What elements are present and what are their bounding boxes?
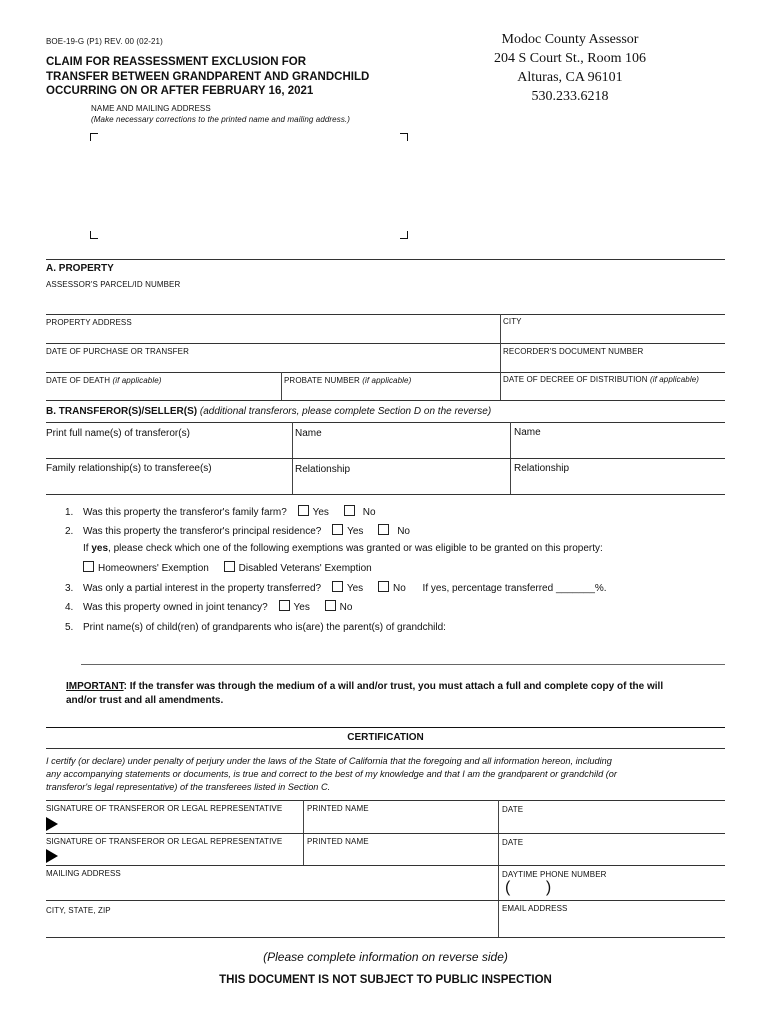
row-rule	[46, 343, 725, 344]
title-line-2: TRANSFER BETWEEN GRANDPARENT AND GRANDCHILD	[46, 70, 370, 83]
city-label[interactable]: CITY	[503, 317, 522, 326]
window-corner-tr	[400, 133, 408, 141]
certification-heading: CERTIFICATION	[347, 732, 424, 743]
q2-no-checkbox[interactable]	[378, 524, 389, 535]
sign-here-arrow-icon	[46, 817, 58, 831]
row-rule	[46, 494, 725, 495]
cert-rule	[46, 748, 725, 749]
percentage-field[interactable]: If yes, percentage transferred _______%.	[422, 583, 607, 594]
q2-yes-checkbox[interactable]	[332, 524, 343, 535]
window-corner-bl	[90, 231, 98, 239]
section-a-top-rule	[46, 259, 725, 260]
assessor-street: 204 S Court St., Room 106	[493, 51, 647, 66]
city-state-zip-label[interactable]: CITY, STATE, ZIP	[46, 906, 111, 915]
sig-bottom-rule	[46, 937, 725, 938]
row-rule	[46, 372, 725, 373]
mailing-address-label[interactable]: MAILING ADDRESS	[46, 869, 121, 878]
decree-label[interactable]: DATE OF DECREE OF DISTRIBUTION (if applicable)	[503, 375, 700, 384]
sign-here-arrow-icon	[46, 849, 58, 863]
important-notice: IMPORTANT: If the transfer was through the medium of a will and/or trust, you must attach a full and complete copy of the will and/or trust and all amendments.	[66, 681, 664, 706]
certification-text: I certify (or declare) under penalty of perjury under the laws of the State of California that the foregoing and all information hereon, including any accompanying statements or documents, is true and correct to the best of my knowledge and that I am the grandparent or grandchild (or transferor's legal representative) of the transferees listed in Section C.	[46, 756, 617, 792]
q1-no-checkbox[interactable]	[344, 505, 355, 516]
sig-rule	[46, 900, 725, 901]
printed-name-2-label[interactable]: PRINTED NAME	[307, 837, 369, 846]
sig-rule	[46, 833, 725, 834]
q1-yes-checkbox[interactable]	[298, 505, 309, 516]
assessor-name: Modoc County Assessor	[501, 32, 639, 47]
question-4: 4. Was this property owned in joint tenancy? Yes No	[65, 602, 353, 613]
q3-yes-checkbox[interactable]	[332, 581, 343, 592]
phone-area-code[interactable]: ( )	[505, 879, 552, 896]
assessor-phone: 530.233.6218	[531, 89, 609, 104]
section-a-heading: A. PROPERTY	[46, 263, 114, 274]
signature-2-label[interactable]: SIGNATURE OF TRANSFEROR OR LEGAL REPRESENTATIVE	[46, 837, 283, 846]
section-b-heading: B. TRANSFEROR(S)/SELLER(S) (additional transferors, please complete Section D on the reverse)	[46, 406, 492, 417]
veterans-checkbox[interactable]	[224, 561, 235, 572]
assessor-city: Alturas, CA 96101	[517, 70, 623, 85]
mailing-label: NAME AND MAILING ADDRESS	[91, 104, 211, 113]
assessor-block	[470, 30, 670, 106]
phone-label[interactable]: DAYTIME PHONE NUMBER	[502, 870, 607, 879]
mailing-note: (Make necessary corrections to the printed name and mailing address.)	[91, 115, 351, 124]
public-inspection-notice: THIS DOCUMENT IS NOT SUBJECT TO PUBLIC INSPECTION	[219, 974, 552, 986]
section-b-top-rule	[46, 400, 725, 401]
form-title	[46, 55, 369, 99]
family-relationship-label: Family relationship(s) to transferee(s)	[46, 463, 212, 474]
col-divider	[500, 314, 501, 343]
relationship-field-2[interactable]: Relationship	[514, 463, 570, 474]
col-divider	[500, 372, 501, 400]
row-rule	[46, 458, 725, 459]
name-field-1[interactable]: Name	[295, 428, 322, 439]
form-id: BOE-19-G (P1) REV. 00 (02-21)	[46, 37, 163, 46]
probate-label[interactable]: PROBATE NUMBER (if applicable)	[284, 376, 412, 385]
email-label[interactable]: EMAIL ADDRESS	[502, 904, 568, 913]
property-address-label[interactable]: PROPERTY ADDRESS	[46, 318, 132, 327]
recorder-number-label[interactable]: RECORDER'S DOCUMENT NUMBER	[503, 347, 644, 356]
col-divider	[281, 372, 282, 400]
reverse-side-note: (Please complete information on reverse side)	[263, 950, 508, 964]
col-divider	[500, 343, 501, 372]
question-3: 3. Was only a partial interest in the property transferred? Yes No If yes, percentage transferred _______%.	[65, 583, 607, 594]
col-divider	[498, 800, 499, 937]
window-corner-br	[400, 231, 408, 239]
death-date-label[interactable]: DATE OF DEATH (if applicable)	[46, 376, 162, 385]
q4-yes-checkbox[interactable]	[279, 600, 290, 611]
title-line-1: CLAIM FOR REASSESSMENT EXCLUSION FOR	[46, 56, 307, 68]
window-corner-tl	[90, 133, 98, 141]
q4-no-checkbox[interactable]	[325, 600, 336, 611]
q3-no-checkbox[interactable]	[378, 581, 389, 592]
title-line-3: OCCURRING ON OR AFTER FEBRUARY 16, 2021	[46, 85, 314, 97]
cert-top-rule	[46, 727, 725, 728]
exemption-options: Homeowners' Exemption Disabled Veterans' Exemption	[81, 561, 372, 574]
date-2-label[interactable]: DATE	[502, 838, 524, 847]
relationship-field-1[interactable]: Relationship	[295, 464, 351, 475]
row-rule	[46, 422, 725, 423]
question-2-sub: If yes, please check which one of the following exemptions was granted or was eligible to be granted on this property:	[83, 543, 603, 554]
date-1-label[interactable]: DATE	[502, 805, 524, 814]
question-5: 5. Print name(s) of child(ren) of grandparents who is(are) the parent(s) of grandchild:	[65, 622, 446, 633]
signature-1-label[interactable]: SIGNATURE OF TRANSFEROR OR LEGAL REPRESENTATIVE	[46, 804, 283, 813]
purchase-date-label[interactable]: DATE OF PURCHASE OR TRANSFER	[46, 347, 189, 356]
name-field-2[interactable]: Name	[514, 427, 541, 438]
sig-rule	[46, 800, 725, 801]
print-names-label: Print full name(s) of transferor(s)	[46, 428, 190, 439]
sig-rule	[46, 865, 725, 866]
q5-answer-line[interactable]	[81, 664, 725, 665]
question-2: 2. Was this property the transferor's principal residence? Yes No	[65, 526, 410, 537]
parcel-label[interactable]: ASSESSOR'S PARCEL/ID NUMBER	[46, 280, 181, 289]
row-rule	[46, 314, 725, 315]
homeowners-checkbox[interactable]	[83, 561, 94, 572]
question-1: 1. Was this property the transferor's family farm? Yes No	[65, 507, 376, 518]
printed-name-1-label[interactable]: PRINTED NAME	[307, 804, 369, 813]
